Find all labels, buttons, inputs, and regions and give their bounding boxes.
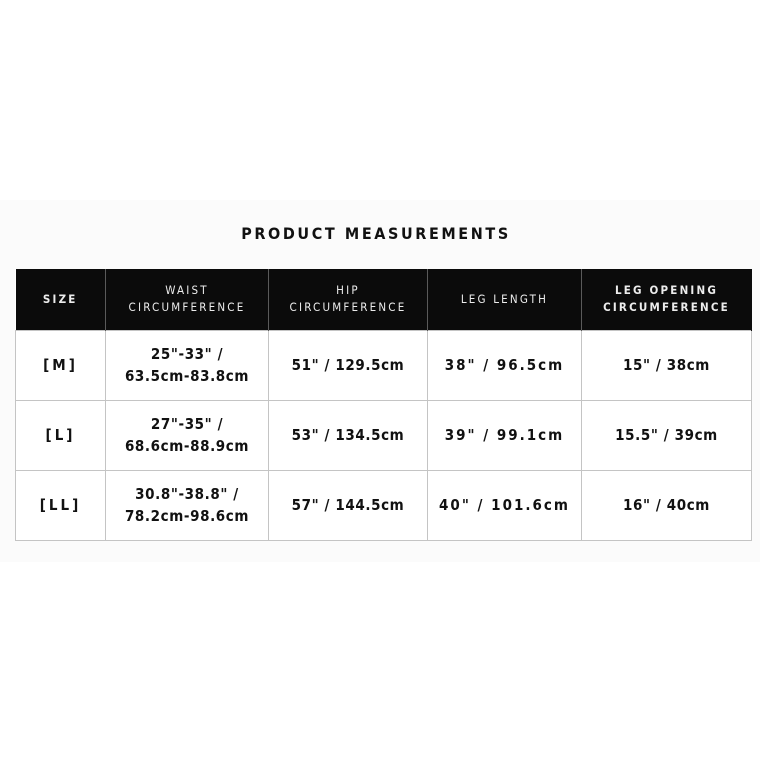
table-body — [16, 330, 752, 540]
leg-length-cell: 40" / 101.6cm — [428, 470, 582, 540]
header-waist-line1: WAIST — [165, 283, 209, 298]
header-leg-length — [428, 269, 582, 330]
size-cell: [L] — [16, 400, 106, 470]
hip-cell: 57" / 144.5cm — [269, 470, 428, 540]
header-size-label: SIZE — [42, 291, 78, 306]
waist-cm: 78.2cm-98.6cm — [124, 507, 250, 525]
waist-cm: 63.5cm-83.8cm — [124, 367, 250, 385]
header-size — [16, 269, 106, 330]
waist-inches: 30.8"-38.8" / — [135, 485, 239, 503]
leg-length-cell: 39" / 99.1cm — [428, 400, 582, 470]
header-row — [16, 269, 752, 330]
leg-length-cell: 38" / 96.5cm — [428, 330, 582, 400]
waist-inches: 25"-33" / — [150, 345, 224, 363]
header-hip — [269, 269, 428, 330]
page-title: PRODUCT MEASUREMENTS — [241, 224, 511, 243]
header-waist — [106, 269, 269, 330]
size-cell: [LL] — [16, 470, 106, 540]
header-waist-line2: CIRCUMFERENCE — [128, 300, 246, 315]
waist-cm: 68.6cm-88.9cm — [124, 437, 250, 455]
header-hip-line1: HIP — [336, 283, 360, 298]
waist-cell — [106, 470, 269, 540]
header-leg-opening — [582, 269, 752, 330]
header-leg-opening-line1: LEG OPENING — [614, 283, 719, 298]
leg-opening-cell: 15" / 38cm — [582, 330, 752, 400]
waist-inches: 27"-35" / — [150, 415, 224, 433]
hip-cell: 53" / 134.5cm — [269, 400, 428, 470]
waist-cell — [106, 330, 269, 400]
waist-cell — [106, 400, 269, 470]
table-row — [16, 470, 752, 540]
header-leg-opening-line2: CIRCUMFERENCE — [603, 300, 730, 315]
size-cell: [M] — [16, 330, 106, 400]
measurements-table — [15, 269, 752, 541]
table-header — [16, 269, 752, 330]
leg-opening-cell: 15.5" / 39cm — [582, 400, 752, 470]
header-hip-line2: CIRCUMFERENCE — [289, 300, 407, 315]
table-row — [16, 400, 752, 470]
header-leg-length-label: LEG LENGTH — [460, 291, 549, 306]
hip-cell: 51" / 129.5cm — [269, 330, 428, 400]
leg-opening-cell: 16" / 40cm — [582, 470, 752, 540]
table-row — [16, 330, 752, 400]
